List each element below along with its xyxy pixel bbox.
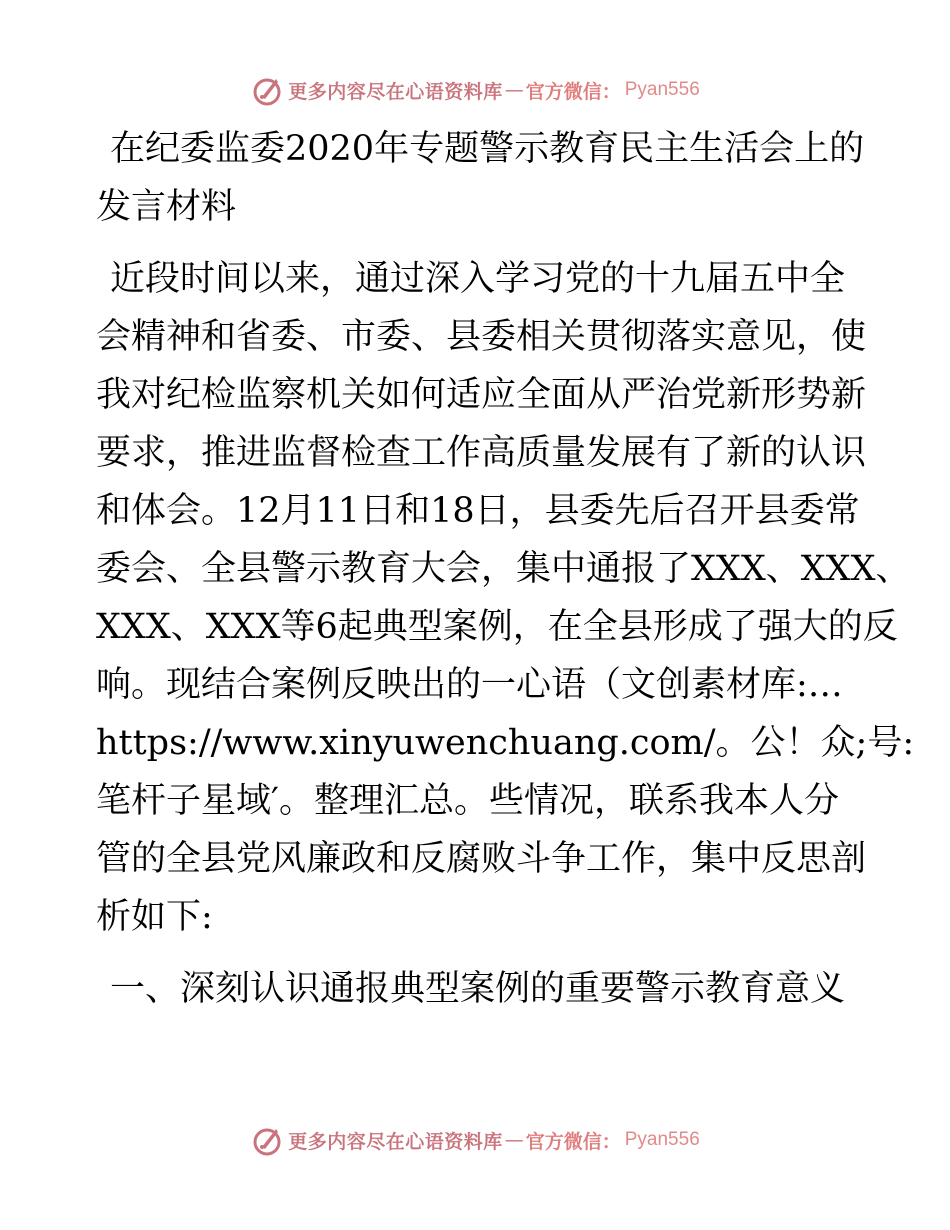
document-body — [96, 120, 915, 1018]
quill-logo-icon — [250, 73, 284, 107]
paragraph-line: 析如下: — [96, 897, 213, 937]
banner-official-label: 官方微信： — [525, 80, 621, 103]
banner-text: 更多内容尽在心语资料库 — [288, 80, 503, 103]
paragraph-line: 管的全县党风廉政和反腐败斗争工作，集中反思剖 — [96, 839, 867, 879]
paragraph-line: https://www.xinyuwenchuang.com/。公！众;号: — [96, 723, 915, 763]
body-paragraph — [96, 250, 915, 946]
paragraph-line: 响。现结合案例反映出的一心语（文创素材库:… — [96, 665, 843, 705]
paragraph-line: 委会、全县警示教育大会，集中通报了XXX、XXX、 — [96, 549, 911, 589]
paragraph-line: 会精神和省委、市委、县委相关贯彻落实意见，使 — [96, 317, 867, 357]
section-heading: 一、深刻认识通报典型案例的重要警示教育意义 — [110, 969, 846, 1009]
banner-official-label: 官方微信： — [525, 1130, 621, 1153]
paragraph-line: 和体会。12月11日和18日，县委先后召开县委常 — [96, 491, 860, 531]
footer-watermark-banner — [0, 1120, 950, 1160]
paragraph-line: 我对纪检监察机关如何适应全面从严治党新形势新 — [96, 375, 867, 415]
banner-text: 更多内容尽在心语资料库 — [288, 1130, 503, 1153]
quill-logo-icon — [250, 1123, 284, 1157]
header-watermark-banner — [0, 70, 950, 110]
document-title — [96, 120, 865, 236]
banner-separator: — — [504, 79, 524, 101]
paragraph-line: 笔杆子星域′。整理汇总。些情况，联系我本人分 — [96, 781, 839, 821]
paragraph-line: 近段时间以来，通过深入学习党的十九届五中全 — [110, 259, 846, 299]
title-line: 发言材料 — [96, 187, 237, 227]
title-line: 在纪委监委2020年专题警示教育民主生活会上的 — [110, 129, 865, 169]
banner-wechat-id: Pyan556 — [624, 79, 700, 100]
paragraph-line: XXX、XXX等6起典型案例，在全县形成了强大的反 — [96, 607, 898, 647]
paragraph-line: 要求，推进监督检查工作高质量发展有了新的认识 — [96, 433, 867, 473]
banner-wechat-id: Pyan556 — [624, 1129, 700, 1150]
banner-separator: — — [504, 1129, 524, 1151]
